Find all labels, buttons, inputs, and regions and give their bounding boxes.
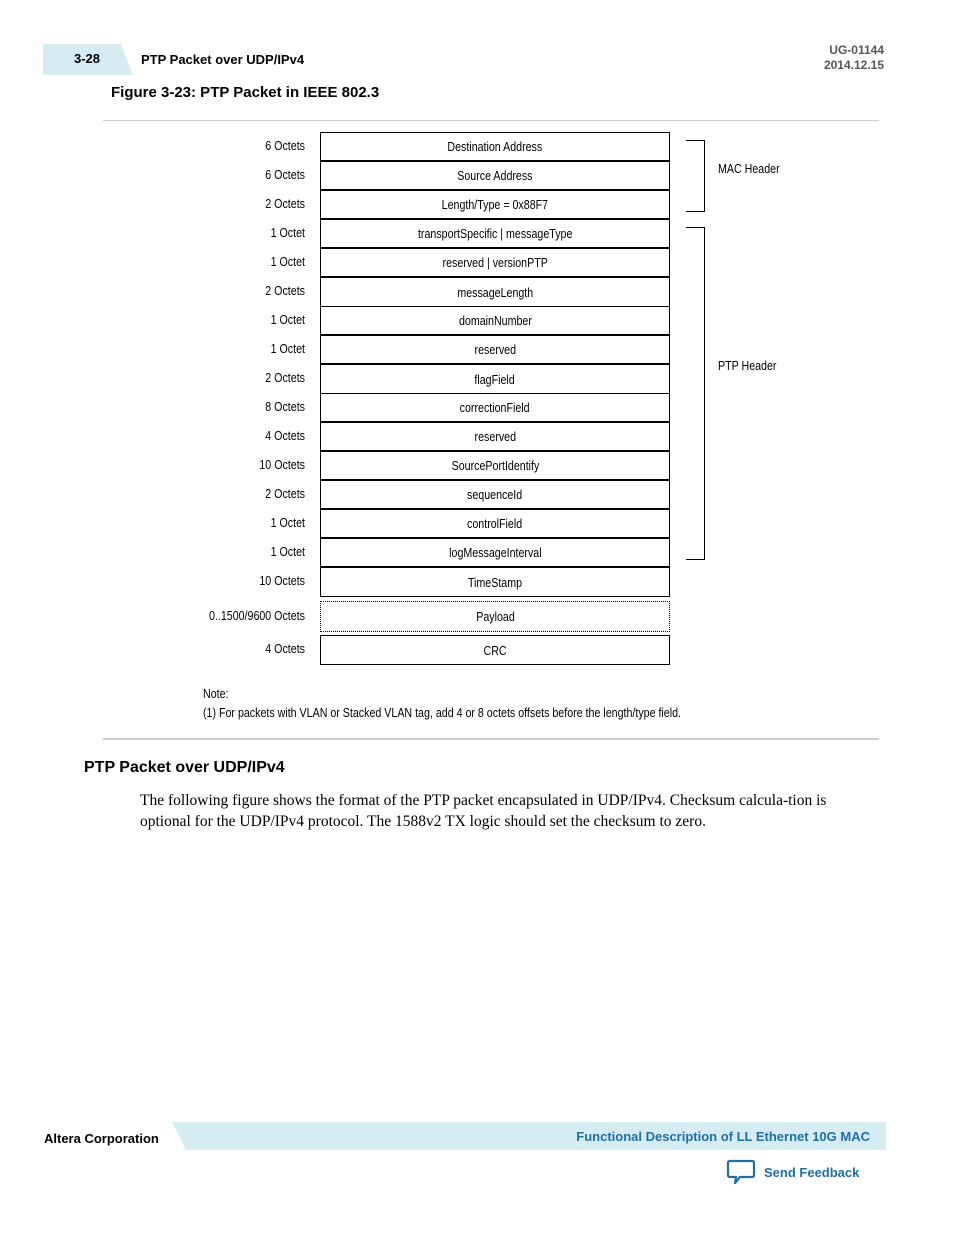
doc-id: UG-01144 xyxy=(829,43,884,57)
packet-field-name: correctionField xyxy=(460,400,530,415)
row-size-label: 1 Octet xyxy=(270,340,305,356)
footer-company: Altera Corporation xyxy=(44,1131,159,1146)
packet-field-name: Source Address xyxy=(457,168,533,183)
note-text: (1) For packets with VLAN or Stacked VLAN tag, add 4 or 8 octets offsets before the length/type field. xyxy=(203,705,681,720)
packet-field-name: Destination Address xyxy=(447,139,543,154)
mac-header-label: MAC Header xyxy=(718,161,780,176)
packet-field-name: domainNumber xyxy=(458,313,532,328)
packet-field-box xyxy=(320,601,670,632)
row-size-label: 8 Octets xyxy=(265,398,305,414)
packet-field-name: transportSpecific | messageType xyxy=(417,226,573,241)
figure-bottom-rule xyxy=(103,738,879,740)
figure-title: Figure 3-23: PTP Packet in IEEE 802.3 xyxy=(111,84,380,101)
packet-field-name: reserved | versionPTP xyxy=(442,255,548,270)
section-body: The following figure shows the format of the PTP packet encapsulated in UDP/IPv4. Checksum calcula-tion is optional for the UDP/IPv4 protocol. The 1588v2 TX logic should set the checksum to zero. xyxy=(140,792,827,830)
row-size-label: 1 Octet xyxy=(270,224,305,240)
packet-field-name: reserved xyxy=(474,342,516,357)
send-feedback-label: Send Feedback xyxy=(764,1164,860,1180)
packet-field-name: flagField xyxy=(474,371,516,387)
packet-field-box xyxy=(320,364,670,394)
packet-field-box xyxy=(320,306,670,335)
packet-field-name: Length/Type = 0x88F7 xyxy=(441,197,549,212)
packet-field-box xyxy=(320,451,670,480)
packet-field-box xyxy=(320,335,670,364)
packet-field-name: messageLength xyxy=(457,284,533,300)
packet-field-name: Payload xyxy=(475,609,515,624)
chapter-link[interactable]: Functional Description of LL Ethernet 10G MAC xyxy=(576,1129,870,1144)
row-size-label: 1 Octet xyxy=(270,311,305,327)
packet-field-box xyxy=(320,190,670,219)
packet-field-box xyxy=(320,277,670,307)
packet-field-name: sequenceId xyxy=(467,487,523,502)
row-size-label: 2 Octets xyxy=(265,485,305,501)
packet-field-box xyxy=(320,635,670,665)
row-size-label: 6 Octets xyxy=(265,137,305,153)
row-size-label: 1 Octet xyxy=(270,253,305,269)
ptp-header-label: PTP Header xyxy=(718,358,777,373)
packet-field-name: reserved xyxy=(474,429,516,444)
row-size-label: 1 Octet xyxy=(270,514,305,530)
packet-field-name: TimeStamp xyxy=(467,574,523,590)
doc-date: 2014.12.15 xyxy=(823,58,884,72)
packet-field-name: SourcePortIdentify xyxy=(451,458,539,473)
packet-field-box xyxy=(320,480,670,509)
row-size-label: 2 Octets xyxy=(265,283,305,298)
packet-field-name: controlField xyxy=(467,516,523,531)
packet-field-box xyxy=(320,422,670,451)
packet-field-box xyxy=(320,219,670,248)
page-number: 3-28 xyxy=(74,51,101,66)
row-size-label: 2 Octets xyxy=(265,370,305,385)
packet-field-box xyxy=(320,393,670,422)
row-size-label: 1 Octet xyxy=(270,543,305,559)
packet-field-box xyxy=(320,161,670,190)
packet-field-name: CRC xyxy=(483,642,507,658)
packet-field-box xyxy=(320,248,670,277)
packet-field-box xyxy=(320,132,670,161)
send-feedback-button[interactable] xyxy=(726,1158,859,1186)
speech-bubble-icon xyxy=(726,1158,756,1186)
row-size-label: 4 Octets xyxy=(265,641,305,656)
section-title: PTP Packet over UDP/IPv4 xyxy=(84,759,285,776)
packet-field-box xyxy=(320,509,670,538)
row-size-label: 0..1500/9600 Octets xyxy=(208,607,305,623)
row-size-label: 6 Octets xyxy=(265,166,305,182)
packet-field-box xyxy=(320,567,670,597)
mac-header-bracket xyxy=(686,140,705,212)
ptp-header-bracket xyxy=(686,227,705,560)
packet-field-name: logMessageInterval xyxy=(448,545,542,560)
row-size-label: 2 Octets xyxy=(265,195,305,211)
row-size-label: 4 Octets xyxy=(265,427,305,443)
row-size-label: 10 Octets xyxy=(259,573,305,588)
packet-field-box xyxy=(320,538,670,567)
running-title: PTP Packet over UDP/IPv4 xyxy=(141,52,305,67)
note-title: Note: xyxy=(203,686,229,701)
row-size-label: 10 Octets xyxy=(259,456,305,472)
